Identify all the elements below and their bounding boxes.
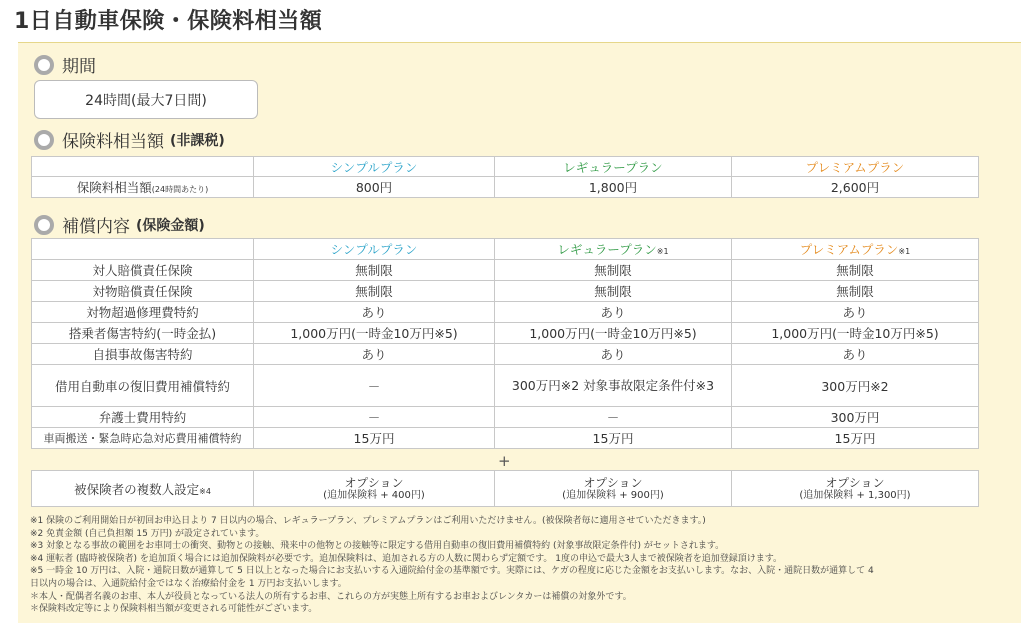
- section-title: 期間: [62, 57, 96, 77]
- footnote: ＊本人・配偶者名義のお車、本人が役員となっている法人の所有するお車、これらの方が実態上所有するお車およびレンタカーは補償の対象外です。: [30, 591, 632, 602]
- cell-premium: 15万円: [732, 428, 979, 449]
- header-note: ※1: [656, 247, 669, 256]
- coverage-table: [31, 238, 979, 449]
- section-subtitle: (保険金額): [136, 217, 205, 234]
- row-label: [32, 471, 254, 507]
- row-label-text: 被保険者の複数人設定: [74, 481, 200, 497]
- footnote: ※1 保険のご利用開始日が初回お申込日より 7 日以内の場合、レギュラープラン、プレミアムプランはご利用いただけません。(被保険者毎に適用させていただきます。): [30, 516, 706, 526]
- row-label: [32, 177, 254, 198]
- circle-bullet-icon: [34, 55, 54, 75]
- cell-premium: 300万円※2: [732, 365, 979, 407]
- table-row: [32, 323, 979, 344]
- option-regular: [495, 471, 732, 507]
- cell-regular: あり: [495, 344, 732, 365]
- cell-regular: あり: [495, 302, 732, 323]
- header-regular-plan: [495, 239, 732, 260]
- cell-regular: 無制限: [495, 281, 732, 302]
- footnote: 日以内の場合は、入通院給付金ではなく治療給付金を 1 万円お支払いします。: [30, 578, 347, 589]
- section-heading-coverage: [34, 212, 205, 237]
- row-label-note: (24時間あたり): [151, 185, 209, 194]
- circle-bullet-icon: [34, 130, 54, 150]
- option-table: [31, 470, 979, 507]
- header-premium-plan: [732, 239, 979, 260]
- table-row: [32, 471, 979, 507]
- cell-simple: －: [254, 365, 495, 407]
- option-main: オプション: [825, 475, 885, 490]
- cell-simple: あり: [254, 302, 495, 323]
- row-label: 自損事故傷害特約: [32, 344, 254, 365]
- row-label: 対物賠償責任保険: [32, 281, 254, 302]
- cell-premium: 無制限: [732, 260, 979, 281]
- section-subtitle: (非課税): [170, 132, 225, 149]
- option-sub: (追加保険料 + 900円): [562, 489, 664, 501]
- table-row: [32, 428, 979, 449]
- row-label: 車両搬送・緊急時応急対応費用補償特約: [32, 428, 254, 449]
- row-label-note: ※4: [199, 486, 211, 496]
- cell-premium: 1,000万円(一時金10万円※5): [732, 323, 979, 344]
- option-main: オプション: [583, 475, 643, 490]
- row-label: 対人賠償責任保険: [32, 260, 254, 281]
- footnotes: [30, 515, 1015, 616]
- section-title: 補償内容: [62, 217, 130, 237]
- table-header-row: [32, 157, 979, 177]
- header-premium-plan: プレミアムプラン: [732, 157, 979, 177]
- table-header-empty: [32, 157, 254, 177]
- premium-regular: 1,800円: [495, 177, 732, 198]
- cell-simple: 無制限: [254, 281, 495, 302]
- row-label: 搭乗者傷害特約(一時金払): [32, 323, 254, 344]
- row-label: 対物超過修理費特約: [32, 302, 254, 323]
- option-simple: [254, 471, 495, 507]
- plus-sign: +: [498, 452, 511, 470]
- premium-premium: 2,600円: [732, 177, 979, 198]
- table-row: [32, 260, 979, 281]
- footnote: ＊保険料改定等により保険料相当額が変更される可能性がございます。: [30, 604, 318, 615]
- table-row: [32, 177, 979, 198]
- section-heading-premium: [34, 127, 225, 152]
- row-label: 弁護士費用特約: [32, 407, 254, 428]
- table-row: [32, 281, 979, 302]
- section-heading-period: [34, 52, 96, 77]
- header-regular-plan: レギュラープラン: [495, 157, 732, 177]
- footnote: ※4 運転者 (臨時被保険者) を追加頂く場合には追加保険料が必要です。追加保険料は、追加される方の人数に関わらず定額です。 1度の申込で最大3人まで被保険者を追加登録頂けます。: [30, 553, 783, 564]
- cell-simple: あり: [254, 344, 495, 365]
- premium-simple: 800円: [254, 177, 495, 198]
- header-simple-plan: [254, 239, 495, 260]
- header-label: プレミアムプラン: [799, 242, 899, 257]
- cell-simple: 1,000万円(一時金10万円※5): [254, 323, 495, 344]
- header-label: シンプルプラン: [330, 242, 418, 257]
- cell-regular: 無制限: [495, 260, 732, 281]
- footnote: ※3 対象となる事故の範囲をお車同士の衝突、動物との接触、飛来中の他物との接触等に限定する借用自動車の復旧費用補償特約 (対象事故限定条件付) がセットされます。: [30, 541, 725, 552]
- premium-table: [31, 156, 979, 198]
- cell-regular: 15万円: [495, 428, 732, 449]
- cell-regular: 300万円※2 対象事故限定条件付※3: [495, 365, 732, 407]
- table-header-empty: [32, 239, 254, 260]
- cell-regular: 1,000万円(一時金10万円※5): [495, 323, 732, 344]
- footnote: ※5 一時金 10 万円は、入院・通院日数が通算して 5 日以上となった場合にお支払いする入通院給付金の基準額です。実際には、ケガの程度に応じた金額をお支払いします。なお、入院・通院日数が通算して 4: [30, 566, 874, 577]
- option-premium: [732, 471, 979, 507]
- section-title: 保険料相当額: [62, 132, 164, 152]
- row-label-text: 保険料相当額: [76, 180, 152, 195]
- cell-premium: あり: [732, 302, 979, 323]
- table-row: [32, 407, 979, 428]
- cell-simple: －: [254, 407, 495, 428]
- header-simple-plan: シンプルプラン: [254, 157, 495, 177]
- cell-premium: 無制限: [732, 281, 979, 302]
- footnote: ※2 免責金額 (自己負担額 15 万円) が設定されています。: [30, 528, 265, 539]
- option-sub: (追加保険料 + 400円): [323, 489, 425, 501]
- option-sub: (追加保険料 + 1,300円): [799, 489, 911, 501]
- cell-premium: 300万円: [732, 407, 979, 428]
- circle-bullet-icon: [34, 215, 54, 235]
- header-note: ※1: [898, 247, 911, 256]
- table-row: [32, 365, 979, 407]
- period-box: 24時間(最大7日間): [34, 80, 258, 119]
- cell-regular: －: [495, 407, 732, 428]
- header-label: レギュラープラン: [557, 242, 657, 257]
- cell-premium: あり: [732, 344, 979, 365]
- page-title: 1日自動車保険・保険料相当額: [14, 9, 323, 34]
- cell-simple: 無制限: [254, 260, 495, 281]
- table-row: [32, 302, 979, 323]
- option-main: オプション: [344, 475, 404, 490]
- table-header-row: [32, 239, 979, 260]
- table-row: [32, 344, 979, 365]
- cell-simple: 15万円: [254, 428, 495, 449]
- row-label: 借用自動車の復旧費用補償特約: [32, 365, 254, 407]
- content-panel: [18, 42, 1021, 623]
